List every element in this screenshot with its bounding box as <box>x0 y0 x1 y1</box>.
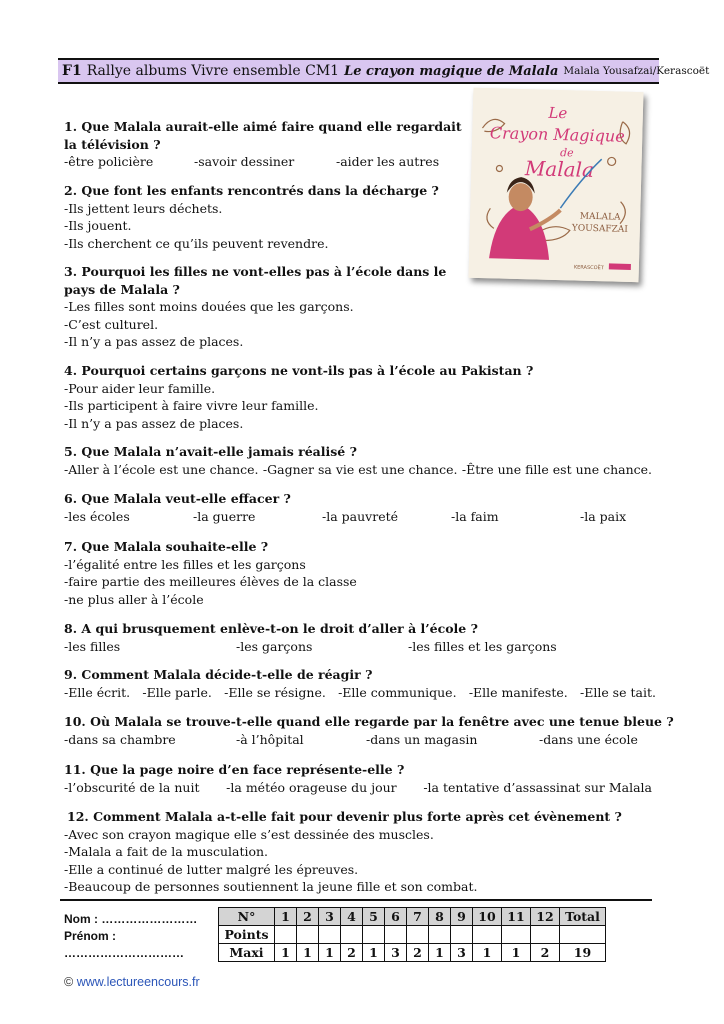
question-title <box>64 443 652 461</box>
cover-title-3: de <box>559 146 574 160</box>
answer-option[interactable]: -être policière <box>64 154 154 169</box>
question-1 <box>64 118 462 171</box>
answer-option[interactable]: -faire partie des meilleures élèves de la classe <box>64 574 357 589</box>
question-text: Que font les enfants rencontrés dans la décharge ? <box>81 183 439 198</box>
points-cell[interactable] <box>451 926 473 944</box>
question-num-cell: 3 <box>319 908 341 926</box>
copyright-icon: © <box>64 975 74 989</box>
maxi-cell: 3 <box>385 944 407 962</box>
answer-option[interactable]: -Être une fille est une chance. <box>461 461 652 477</box>
answer-option[interactable]: -savoir dessiner <box>194 154 295 169</box>
question-10 <box>64 713 674 748</box>
cover-author-2: YOUSAFZAI <box>571 223 629 235</box>
question-title <box>64 263 446 281</box>
answer-option[interactable]: -Elle se résigne. <box>224 684 326 700</box>
question-title <box>64 620 557 638</box>
maxi-cell: 2 <box>407 944 429 962</box>
maxi-cell: 1 <box>502 944 531 962</box>
answer-option[interactable]: -Elle se tait. <box>579 684 656 700</box>
answer-option[interactable]: -Aller à l’école est une chance. <box>64 461 259 477</box>
total-label: Total <box>560 908 606 926</box>
question-text: Pourquoi certains garçons ne vont-ils pas à l’école au Pakistan ? <box>81 363 534 378</box>
answer-option[interactable]: -Il n’y a pas assez de places. <box>64 334 244 349</box>
question-title <box>64 362 533 380</box>
answer-option[interactable]: -la guerre <box>193 508 256 524</box>
question-text: Que Malala veut-elle effacer ? <box>81 491 291 506</box>
answer-option[interactable]: -la pauvreté <box>322 508 399 524</box>
question-11 <box>64 761 652 796</box>
answer-option[interactable]: -dans une école <box>539 731 638 747</box>
maxi-cell: 1 <box>319 944 341 962</box>
answer-option[interactable]: -la faim <box>451 508 499 524</box>
cover-title-2: Crayon Magique <box>489 123 625 146</box>
points-cell[interactable] <box>429 926 451 944</box>
question-title <box>64 538 357 556</box>
question-num-cell: 8 <box>429 908 451 926</box>
question-number: 3. <box>64 264 78 279</box>
points-cell[interactable] <box>275 926 297 944</box>
question-number: 2. <box>64 183 78 198</box>
question-num-cell: 1 <box>275 908 297 926</box>
cover-author-1: MALALA <box>579 211 621 223</box>
question-12 <box>64 808 622 896</box>
points-cell[interactable] <box>363 926 385 944</box>
question-title <box>64 490 636 508</box>
question-title <box>64 761 652 779</box>
points-cell[interactable] <box>297 926 319 944</box>
book-author: Malala Yousafzai/Kerascoët <box>563 65 710 77</box>
question-8 <box>64 620 557 655</box>
answer-option[interactable]: -la tentative d’assassinat sur Malala <box>423 779 652 795</box>
answer-option[interactable]: -Il n’y a pas assez de places. <box>64 415 244 431</box>
question-text: Que Malala aurait-elle aimé faire quand elle regardait <box>81 119 462 134</box>
score-row-points <box>219 926 606 944</box>
answer-option[interactable]: -les filles <box>64 638 121 654</box>
question-num-cell: 2 <box>297 908 319 926</box>
score-row-maxi <box>219 944 606 962</box>
question-9 <box>64 666 656 701</box>
book-cover <box>469 88 644 282</box>
footer <box>64 975 200 989</box>
answer-option[interactable]: -Ils participent à faire vivre leur famille. <box>64 398 319 413</box>
book-cover-illustration <box>469 88 644 282</box>
answer-option[interactable]: -Elle écrit. <box>64 684 131 700</box>
sheet-code: F1 <box>62 63 82 79</box>
book-title: Le crayon magique de Malala <box>344 63 559 79</box>
cover-illustrator: KERASCOËT <box>573 264 604 272</box>
question-number: 12. <box>67 809 89 824</box>
answer-option[interactable]: -la paix <box>580 508 627 524</box>
maxi-cell: 1 <box>473 944 502 962</box>
question-title <box>64 118 462 136</box>
maxi-cell: 1 <box>275 944 297 962</box>
answer-option[interactable]: -Les filles sont moins douées que les garçons. <box>64 299 354 314</box>
question-num-cell: 12 <box>531 908 560 926</box>
answer-option[interactable]: -Elle parle. <box>142 684 212 700</box>
question-num-cell: 9 <box>451 908 473 926</box>
question-number: 7. <box>64 539 78 554</box>
maxi-total: 19 <box>560 944 606 962</box>
question-number: 6. <box>64 491 78 506</box>
question-text: A qui brusquement enlève-t-on le droit d’aller à l’école ? <box>81 621 478 636</box>
question-2 <box>64 182 439 252</box>
answer-option[interactable]: -l’obscurité de la nuit <box>64 779 200 795</box>
question-num-cell: 4 <box>341 908 363 926</box>
question-number: 5. <box>64 444 78 459</box>
answer-option[interactable]: -la météo orageuse du jour <box>226 779 397 795</box>
maxi-cell: 2 <box>341 944 363 962</box>
prenom-field[interactable]: Prénom : <box>64 929 117 943</box>
question-3 <box>64 263 446 351</box>
answer-option[interactable]: -Elle manifeste. <box>468 684 568 700</box>
points-cell[interactable] <box>319 926 341 944</box>
answer-option[interactable]: -Elle a continué de lutter malgré les épreuves. <box>64 861 359 877</box>
rallye-title: Rallye albums Vivre ensemble CM1 <box>86 63 340 79</box>
question-6 <box>64 490 636 525</box>
question-num-cell: 7 <box>407 908 429 926</box>
answer-option[interactable]: -aider les autres <box>336 154 440 169</box>
answer-option[interactable]: -Beaucoup de personnes soutiennent la jeune fille et son combat. <box>64 879 478 894</box>
question-4 <box>64 362 533 432</box>
maxi-cell: 3 <box>451 944 473 962</box>
section-divider <box>60 899 652 901</box>
question-title <box>64 713 674 731</box>
points-cell[interactable] <box>407 926 429 944</box>
question-text: Comment Malala a-t-elle fait pour devenir plus forte après cet évènement ? <box>93 809 622 824</box>
score-table <box>218 907 606 962</box>
answer-option[interactable]: -dans sa chambre <box>64 731 176 747</box>
answer-option[interactable]: -l’égalité entre les filles et les garçons <box>64 556 306 572</box>
question-text: Que la page noire d’en face représente-elle ? <box>90 762 405 777</box>
prenom-dots: ………………………… <box>64 946 184 960</box>
question-num-cell: 6 <box>385 908 407 926</box>
question-text: Où Malala se trouve-t-elle quand elle regarde par la fenêtre avec une tenue bleue ? <box>90 714 674 729</box>
answer-option[interactable]: -Ils cherchent ce qu’ils peuvent revendre. <box>64 235 329 251</box>
question-number: 9. <box>64 667 78 682</box>
maxi-cell: 1 <box>429 944 451 962</box>
answer-option[interactable]: -Pour aider leur famille. <box>64 380 216 396</box>
question-title <box>64 666 656 684</box>
answer-option[interactable]: -à l’hôpital <box>236 731 304 747</box>
points-cell[interactable] <box>341 926 363 944</box>
answer-option[interactable]: -les garçons <box>236 638 313 654</box>
question-title-line2: la télévision ? <box>64 136 161 152</box>
question-text: Que Malala souhaite-elle ? <box>81 539 269 554</box>
question-title-line2: pays de Malala ? <box>64 281 180 297</box>
answer-option[interactable]: -Malala a fait de la musculation. <box>64 844 269 859</box>
answer-option[interactable]: -les écoles <box>64 508 130 524</box>
points-cell[interactable] <box>531 926 560 944</box>
answer-option[interactable]: -les filles et les garçons <box>408 638 557 654</box>
points-cell[interactable] <box>385 926 407 944</box>
maxi-cell: 2 <box>531 944 560 962</box>
cover-title-1: Le <box>548 103 568 123</box>
maxi-cell: 1 <box>363 944 385 962</box>
points-cell[interactable] <box>473 926 502 944</box>
maxi-cell: 1 <box>297 944 319 962</box>
publisher-logo <box>609 263 631 270</box>
label-maxi: Maxi <box>219 944 275 962</box>
question-num-cell: 11 <box>502 908 531 926</box>
nom-field[interactable]: Nom : …………………… <box>64 912 198 926</box>
answer-option[interactable]: -Elle communique. <box>338 684 457 700</box>
answer-option[interactable]: -ne plus aller à l’école <box>64 591 204 607</box>
question-number: 8. <box>64 621 78 636</box>
header-band <box>58 58 710 84</box>
points-total-cell[interactable] <box>560 926 606 944</box>
answer-option[interactable]: -dans un magasin <box>366 731 478 747</box>
label-points: Points <box>219 926 275 944</box>
answer-option[interactable]: -C’est culturel. <box>64 316 159 332</box>
question-title <box>64 182 439 200</box>
question-num-cell: 5 <box>363 908 385 926</box>
website-link[interactable]: www.lectureencours.fr <box>76 975 200 989</box>
question-num-cell: 10 <box>473 908 502 926</box>
question-title <box>64 808 622 826</box>
answer-option[interactable]: -Avec son crayon magique elle s’est dessinée des muscles. <box>64 826 434 842</box>
question-number: 10. <box>64 714 86 729</box>
answer-option[interactable]: -Ils jettent leurs déchets. <box>64 200 223 216</box>
question-text: Pourquoi les filles ne vont-elles pas à l’école dans le <box>81 264 447 279</box>
question-7 <box>64 538 357 608</box>
question-number: 1. <box>64 119 78 134</box>
score-row-numbers <box>219 908 606 926</box>
answer-option[interactable]: -Ils jouent. <box>64 218 132 233</box>
question-text: Que Malala n’avait-elle jamais réalisé ? <box>81 444 357 459</box>
cover-title-4: Malala <box>524 156 595 182</box>
points-cell[interactable] <box>502 926 531 944</box>
answer-option[interactable]: -Gagner sa vie est une chance. <box>262 461 458 477</box>
question-text: Comment Malala décide-t-elle de réagir ? <box>81 667 373 682</box>
label-n: N° <box>219 908 275 926</box>
question-number: 11. <box>64 762 86 777</box>
question-5 <box>64 443 652 478</box>
question-number: 4. <box>64 363 78 378</box>
